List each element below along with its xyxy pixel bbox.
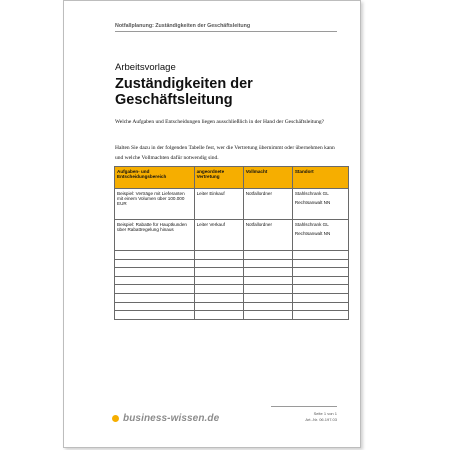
footer-divider xyxy=(271,406,337,407)
location-secondary: Rechtsanwalt NN xyxy=(294,231,331,237)
table-cell-empty xyxy=(115,276,195,285)
table-row-empty xyxy=(115,293,349,302)
table-cell-empty xyxy=(243,311,292,320)
page-number: Seite 1 von 1 xyxy=(313,411,337,416)
document-kicker: Arbeitsvorlage xyxy=(115,62,176,73)
column-header-location: Standort xyxy=(292,167,348,189)
table-cell-empty xyxy=(194,302,243,311)
table-row xyxy=(115,189,349,220)
table-cell-empty xyxy=(292,293,348,302)
page-title: Zuständigkeiten der Geschäftsleitung xyxy=(115,76,253,108)
table-row-empty xyxy=(115,268,349,277)
table-cell-task-area: Beispiel: Rabatte für Hauptkunden über Rabattregelung hinaus xyxy=(115,220,195,251)
table-cell-empty xyxy=(115,259,195,268)
article-number: Art.-Nr. 06.197.03 xyxy=(305,417,337,422)
column-header-deputy: angeordnete Vertretung xyxy=(194,167,243,189)
responsibility-table xyxy=(114,166,349,320)
table-cell-empty xyxy=(243,293,292,302)
table-cell-empty xyxy=(292,251,348,260)
table-cell-task-area: Beispiel: Verträge mit Lieferanten mit einem Volumen über 100.000 EUR xyxy=(115,189,195,220)
table-cell-empty xyxy=(115,268,195,277)
table-cell-empty xyxy=(243,251,292,260)
table-cell-deputy: Leiter Verkauf xyxy=(194,220,243,251)
table-cell-empty xyxy=(243,276,292,285)
table-cell-empty xyxy=(194,276,243,285)
location-secondary: Rechtsanwalt NN xyxy=(294,200,331,206)
table-cell-empty xyxy=(115,285,195,294)
table-cell-empty xyxy=(115,293,195,302)
table-cell-empty xyxy=(243,285,292,294)
column-header-authorization: Vollmacht xyxy=(243,167,292,189)
instruction-paragraph: Halten Sie dazu in der folgenden Tabelle fest, wer die Vertretung übernimmt oder übernehmen kann und welche Vollmachten dafür notwendig sind. xyxy=(115,145,335,161)
table-cell-empty xyxy=(194,293,243,302)
table-cell-empty xyxy=(243,268,292,277)
column-header-task-area: Aufgaben- und Entscheidungsbereich xyxy=(115,167,195,189)
table-cell-authorization: Notfallordner xyxy=(243,220,292,251)
table-cell-empty xyxy=(194,251,243,260)
table-cell-empty xyxy=(115,251,195,260)
table-row xyxy=(115,220,349,251)
document-page xyxy=(63,0,361,448)
table-cell-empty xyxy=(115,302,195,311)
table-row-empty xyxy=(115,259,349,268)
table-cell-empty xyxy=(194,285,243,294)
location-primary: Stahlschrank GL xyxy=(294,191,329,196)
table-cell-empty xyxy=(292,276,348,285)
page-info xyxy=(271,411,337,423)
logo-dot-icon xyxy=(112,415,119,422)
intro-paragraph: Welche Aufgaben und Entscheidungen liegen ausschließlich in der Hand der Geschäftsleitung? xyxy=(115,119,325,125)
table-cell-deputy: Leiter Einkauf xyxy=(194,189,243,220)
table-row-empty xyxy=(115,285,349,294)
table-cell-empty xyxy=(292,259,348,268)
location-primary: Stahlschrank GL xyxy=(294,222,329,227)
table-cell-empty xyxy=(194,268,243,277)
table-cell-authorization: Notfallordner xyxy=(243,189,292,220)
table-row-empty xyxy=(115,311,349,320)
table-row-empty xyxy=(115,302,349,311)
brand-logo xyxy=(112,413,219,424)
table-header-row xyxy=(115,167,349,189)
table-cell-empty xyxy=(292,285,348,294)
table-cell-empty xyxy=(292,302,348,311)
logo-text: business-wissen.de xyxy=(123,413,220,424)
table-cell-empty xyxy=(243,302,292,311)
header-divider xyxy=(115,31,337,32)
table-row-empty xyxy=(115,276,349,285)
table-cell-empty xyxy=(194,311,243,320)
table-cell-location xyxy=(292,189,348,220)
table-cell-location xyxy=(292,220,348,251)
table-row-empty xyxy=(115,251,349,260)
table-cell-empty xyxy=(194,259,243,268)
table-cell-empty xyxy=(243,259,292,268)
table-cell-empty xyxy=(292,311,348,320)
table-cell-empty xyxy=(115,311,195,320)
running-header: Notfallplanung: Zuständigkeiten der Geschäftsleitung xyxy=(115,23,251,29)
table-cell-empty xyxy=(292,268,348,277)
